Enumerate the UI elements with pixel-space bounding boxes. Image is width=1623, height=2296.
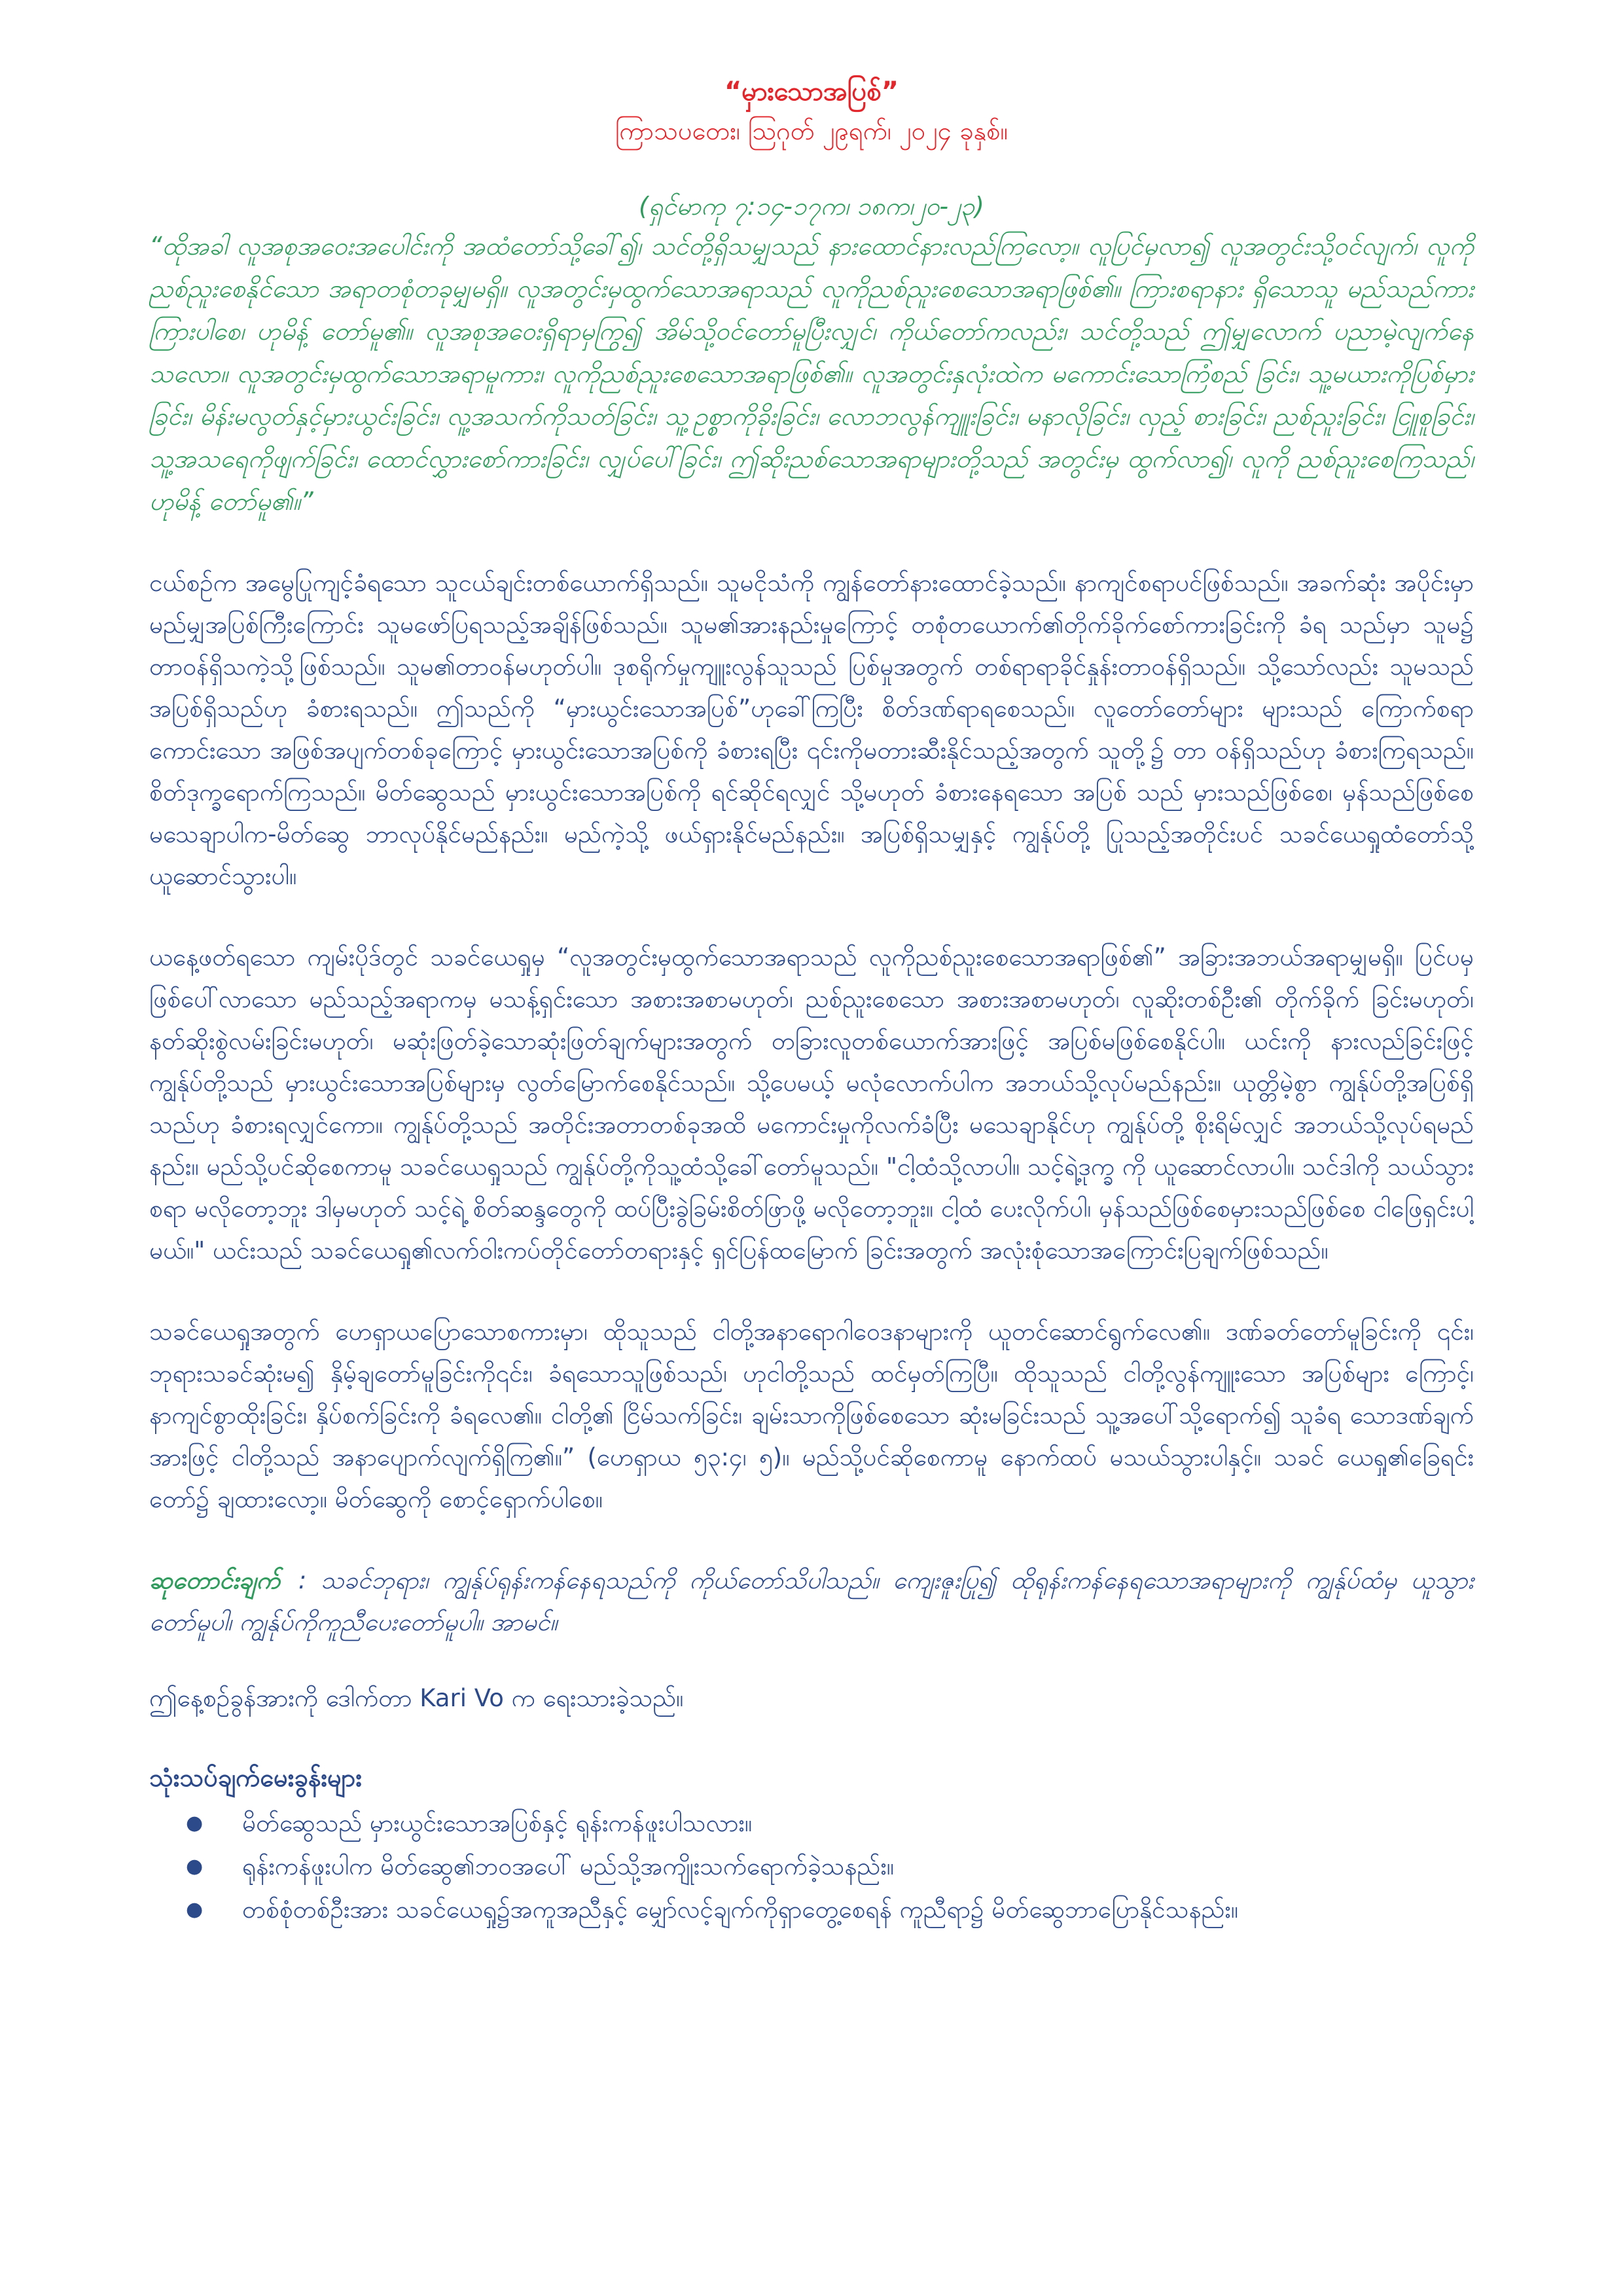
scripture-reference: (ရှင်မာကု ၇:၁၄-၁၇က၊ ၁၈က၊၂၀-၂၃) (639, 192, 984, 221)
prayer-text: : သခင်ဘုရား၊ ကျွန်ုပ်ရုန်းကန်နေရသည်ကို ကိုယ်တော်သိပါသည်။ ကျေးဇူးပြု၍ ထိုရုန်းကန်နေရသောအရာများကို ကျွန်ုပ်ထံမှ ယူသွားတော်မူပါ၊ ကျွန်ုပ်ကိုကူညီပေးတော်မူပါ။ အာမင်။ (149, 1566, 1474, 1636)
list-item (186, 1802, 1474, 1845)
question-text: မိတ်ဆွေသည် မှားယွင်းသောအပြစ်နှင့် ရုန်းကန်ဖူးပါသလား။ (242, 1809, 753, 1837)
prayer (149, 1560, 1474, 1643)
prayer-label: ဆုတောင်းချက် (149, 1566, 280, 1594)
questions-heading: သုံးသပ်ချက်မေးခွန်းများ (149, 1763, 363, 1792)
bullet-icon: ● (186, 1855, 204, 1878)
list-item (186, 1845, 1474, 1888)
list-item (186, 1888, 1474, 1931)
bullet-icon: ● (186, 1898, 204, 1921)
question-text: တစ်စုံတစ်ဦးအား သခင်ယေရှု၌အကူအညီနှင့် မျှော်လင့်ချက်ကိုရှာတွေ့စေရန် ကူညီရာ၌ မိတ်ဆွေဘာပြောနိုင်သနည်း။ (242, 1895, 1238, 1924)
page-date: ကြာသပတေး၊ ဩဂုတ် ၂၉ရက်၊ ၂၀၂၄ ခုနှစ်။ (615, 117, 1008, 145)
body-paragraph-2: ယနေ့ဖတ်ရသော ကျမ်းပိုဒ်တွင် သခင်ယေရှုမှ “လူအတွင်းမှထွက်သောအရာသည် လူကိုညစ်ညူးစေသောအရာဖြစ်၏” အခြားအဘယ်အရာမျှမရှိ။ ပြင်ပမှဖြစ်ပေါ်လာသော မည်သည့်အရာကမှ မသန့်ရှင်းသော အစားအစာမဟုတ်၊ ညစ်ညူးစေသော အစားအစာမဟုတ်၊ လူဆိုးတစ်ဦး၏ တိုက်ခိုက် ခြင်းမဟုတ်၊ နတ်ဆိုးစွဲလမ်းခြင်းမဟုတ်၊ မဆုံးဖြတ်ခဲ့သောဆုံးဖြတ်ချက်များအတွက် တခြားလူတစ်ယောက်အားဖြင့် အပြစ်မဖြစ်စေနိုင်ပါ။ ယင်းကို နားလည်ခြင်းဖြင့် ကျွန်ုပ်တို့သည် မှားယွင်းသောအပြစ်များမှ လွတ်မြောက်စေနိုင်သည်။ သို့ပေမယ့် မလုံလောက်ပါက အဘယ်သို့လုပ်မည်နည်း။ ယုတ္တိမဲ့စွာ ကျွန်ုပ်တို့အပြစ်ရှိသည်ဟု ခံစားရလျှင်ကော။ ကျွန်ုပ်တို့သည် အတိုင်းအတာတစ်ခုအထိ မကောင်းမှုကိုလက်ခံပြီး မသေချာနိုင်ဟု ကျွန်ုပ်တို့ စိုးရိမ်လျှင် အဘယ်သို့လုပ်ရမည်နည်း။ မည်သို့ပင်ဆိုစေကာမူ သခင်ယေရှုသည် ကျွန်ုပ်တို့ကိုသူ့ထံသို့ခေါ်တော်မူသည်။ "ငါ့ထံသို့လာပါ။ သင့်ရဲ့ဒုက္ခ ကို ယူဆောင်လာပါ။ သင်ဒါကို သယ်သွားစရာ မလိုတော့ဘူး ဒါမှမဟုတ် သင့်ရဲ့ စိတ်ဆန္ဒတွေကို ထပ်ပြီးခွဲခြမ်းစိတ်ဖြာဖို့ မလိုတော့ဘူး။ ငါ့ထံ ပေးလိုက်ပါ၊ မှန်သည်ဖြစ်စေမှားသည်ဖြစ်စေ ငါဖြေရှင်းပါ့မယ်။" ယင်းသည် သခင်ယေရှု၏လက်ဝါးကပ်တိုင်တော်တရားနှင့် ရှင်ပြန်ထမြောက် ခြင်းအတွက် အလုံးစုံသောအကြောင်းပြချက်ဖြစ်သည်။ (149, 943, 1474, 1265)
body-paragraph-3: သခင်ယေရှုအတွက် ဟေရှာယပြောသောစကားမှာ၊ ထိုသူသည် ငါတို့အနာရောဂါဝေဒနာများကို ယူတင်ဆောင်ရွက်လေ၏။ ဒဏ်ခတ်တော်မူခြင်းကို ၎င်း၊ ဘုရားသခင်ဆုံးမ၍ နှိမ့်ချတော်မူခြင်းကို၎င်း၊ ခံရသောသူဖြစ်သည်၊ ဟုငါတို့သည် ထင်မှတ်ကြပြီ။ ထိုသူသည် ငါတို့လွန်ကျူးသော အပြစ်များ ကြောင့်၊ နာကျင်စွာထိုးခြင်း၊ နှိပ်စက်ခြင်းကို ခံရလေ၏။ ငါတို့၏ ငြိမ်သက်ခြင်း၊ ချမ်းသာကိုဖြစ်စေသော ဆုံးမခြင်းသည် သူ့အပေါ်သို့ရောက်၍ သူခံရ သောဒဏ်ချက်အားဖြင့် ငါတို့သည် အနာပျောက်လျက်ရှိကြ၏။” (ဟေရှာယ ၅၃:၄၊ ၅)။ မည်သို့ပင်ဆိုစေကာမူ နောက်ထပ် မသယ်သွားပါနှင့်။ သခင် ယေရှု၏ခြေရင်းတော်၌ ချထားလော့။ မိတ်ဆွေကို စောင့်ရှောက်ပါစေ။ (149, 1318, 1474, 1513)
author-note: ဤနေ့စဉ်ခွန်အားကို ဒေါက်တာ Kari Vo က ရေးသားခဲ့သည်။ (149, 1684, 684, 1712)
scripture-text: “ထိုအခါ လူအစုအဝေးအပေါင်းကို အထံတော်သို့ခေါ်၍၊ သင်တို့ရှိသမျှသည် နားထောင်နားလည်ကြလော့။ လူပြင်မှလာ၍ လူအတွင်းသို့ဝင်လျက်၊ လူကိုညစ်ညူးစေနိုင်သော အရာတစုံတခုမျှမရှိ။ လူအတွင်းမှထွက်သောအရာသည် လူကိုညစ်ညူးစေသောအရာဖြစ်၏။ ကြားစရာနား ရှိသောသူ မည်သည်ကား ကြားပါစေ၊ ဟုမိန့် တော်မူ၏။ လူအစုအဝေးရှိရာမှကြွ၍ အိမ်သို့ဝင်တော်မူပြီးလျှင်၊ ကိုယ်တော်ကလည်း၊ သင်တို့သည် ဤမျှလောက် ပညာမဲ့လျက်နေသလော။ လူအတွင်းမှထွက်သောအရာမူကား၊ လူကိုညစ်ညူးစေသောအရာဖြစ်၏။ လူအတွင်းနှလုံးထဲက မကောင်းသောကြံစည် ခြင်း၊ သူ့မယားကိုပြစ်မှားခြင်း၊ မိန်းမလွတ်နှင့်မှားယွင်းခြင်း၊ လူ့အသက်ကိုသတ်ခြင်း၊ သူ့ဥစ္စာကိုခိုးခြင်း၊ လောဘလွန်ကျူးခြင်း၊ မနာလိုခြင်း၊ လှည့် စားခြင်း၊ ညစ်ညူးခြင်း၊ ငြူစူခြင်း၊ သူ့အသရေကိုဖျက်ခြင်း၊ ထောင်လွှားစော်ကားခြင်း၊ လျှပ်ပေါ်ခြင်း၊ ဤဆိုးညစ်သောအရာများတို့သည် အတွင်းမှ ထွက်လာ၍၊ လူကို ညစ်ညူးစေကြသည်၊ ဟုမိန့် တော်မူ၏။” (149, 232, 1474, 516)
page-title: “မှားသောအပြစ်” (724, 77, 899, 107)
body-paragraph-1: ငယ်စဉ်က အမွေပြုကျင့်ခံရသော သူငယ်ချင်းတစ်ယောက်ရှိသည်။ သူမငိုသံကို ကျွန်တော်နားထောင်ခဲ့သည်။ နာကျင်စရာပင်ဖြစ်သည်။ အခက်ဆုံး အပိုင်းမှာ မည်မျှအပြစ်ကြီးကြောင်း သူမဖော်ပြရသည့်အချိန်ဖြစ်သည်။ သူမ၏အားနည်းမှုကြောင့် တစုံတယောက်၏တိုက်ခိုက်စော်ကားခြင်းကို ခံရ သည်မှာ သူမ၌ တာဝန်ရှိသကဲ့သို့ဖြစ်သည်။ သူမ၏တာဝန်မဟုတ်ပါ။ ဒုစရိုက်မှုကျူးလွန်သူသည် ပြစ်မှုအတွက် တစ်ရာရာခိုင်နှုန်းတာဝန်ရှိသည်။ သို့သော်လည်း သူမသည် အပြစ်ရှိသည်ဟု ခံစားရသည်။ ဤသည်ကို “မှားယွင်းသောအပြစ်”ဟုခေါ်ကြပြီး စိတ်ဒဏ်ရာရစေသည်။ လူတော်တော်များ များသည် ကြောက်စရာကောင်းသော အဖြစ်အပျက်တစ်ခုကြောင့် မှားယွင်းသောအပြစ်ကို ခံစားရပြီး ၎င်းကိုမတားဆီးနိုင်သည့်အတွက် သူတို့၌ တာ ဝန်ရှိသည်ဟု ခံစားကြရသည်။ စိတ်ဒုက္ခရောက်ကြသည်။ မိတ်ဆွေသည် မှားယွင်းသောအပြစ်ကို ရင်ဆိုင်ရလျှင် သို့မဟုတ် ခံစားနေရသော အပြစ် သည် မှားသည်ဖြစ်စေ၊ မှန်သည်ဖြစ်စေ မသေချာပါက-မိတ်ဆွေ ဘာလုပ်နိုင်မည်နည်း။ မည်ကဲ့သို့ ဖယ်ရှားနိုင်မည်နည်း။ အပြစ်ရှိသမျှနှင့် ကျွန်ုပ်တို့ ပြုသည့်အတိုင်းပင် သခင်ယေရှုထံတော်သို့ ယူဆောင်သွားပါ။ (149, 569, 1474, 890)
question-text: ရုန်းကန်ဖူးပါက မိတ်ဆွေ၏ဘဝအပေါ် မည်သို့အကျိုးသက်ရောက်ခဲ့သနည်း။ (242, 1852, 894, 1880)
questions-list (149, 1802, 1474, 1931)
bullet-icon: ● (186, 1812, 204, 1835)
